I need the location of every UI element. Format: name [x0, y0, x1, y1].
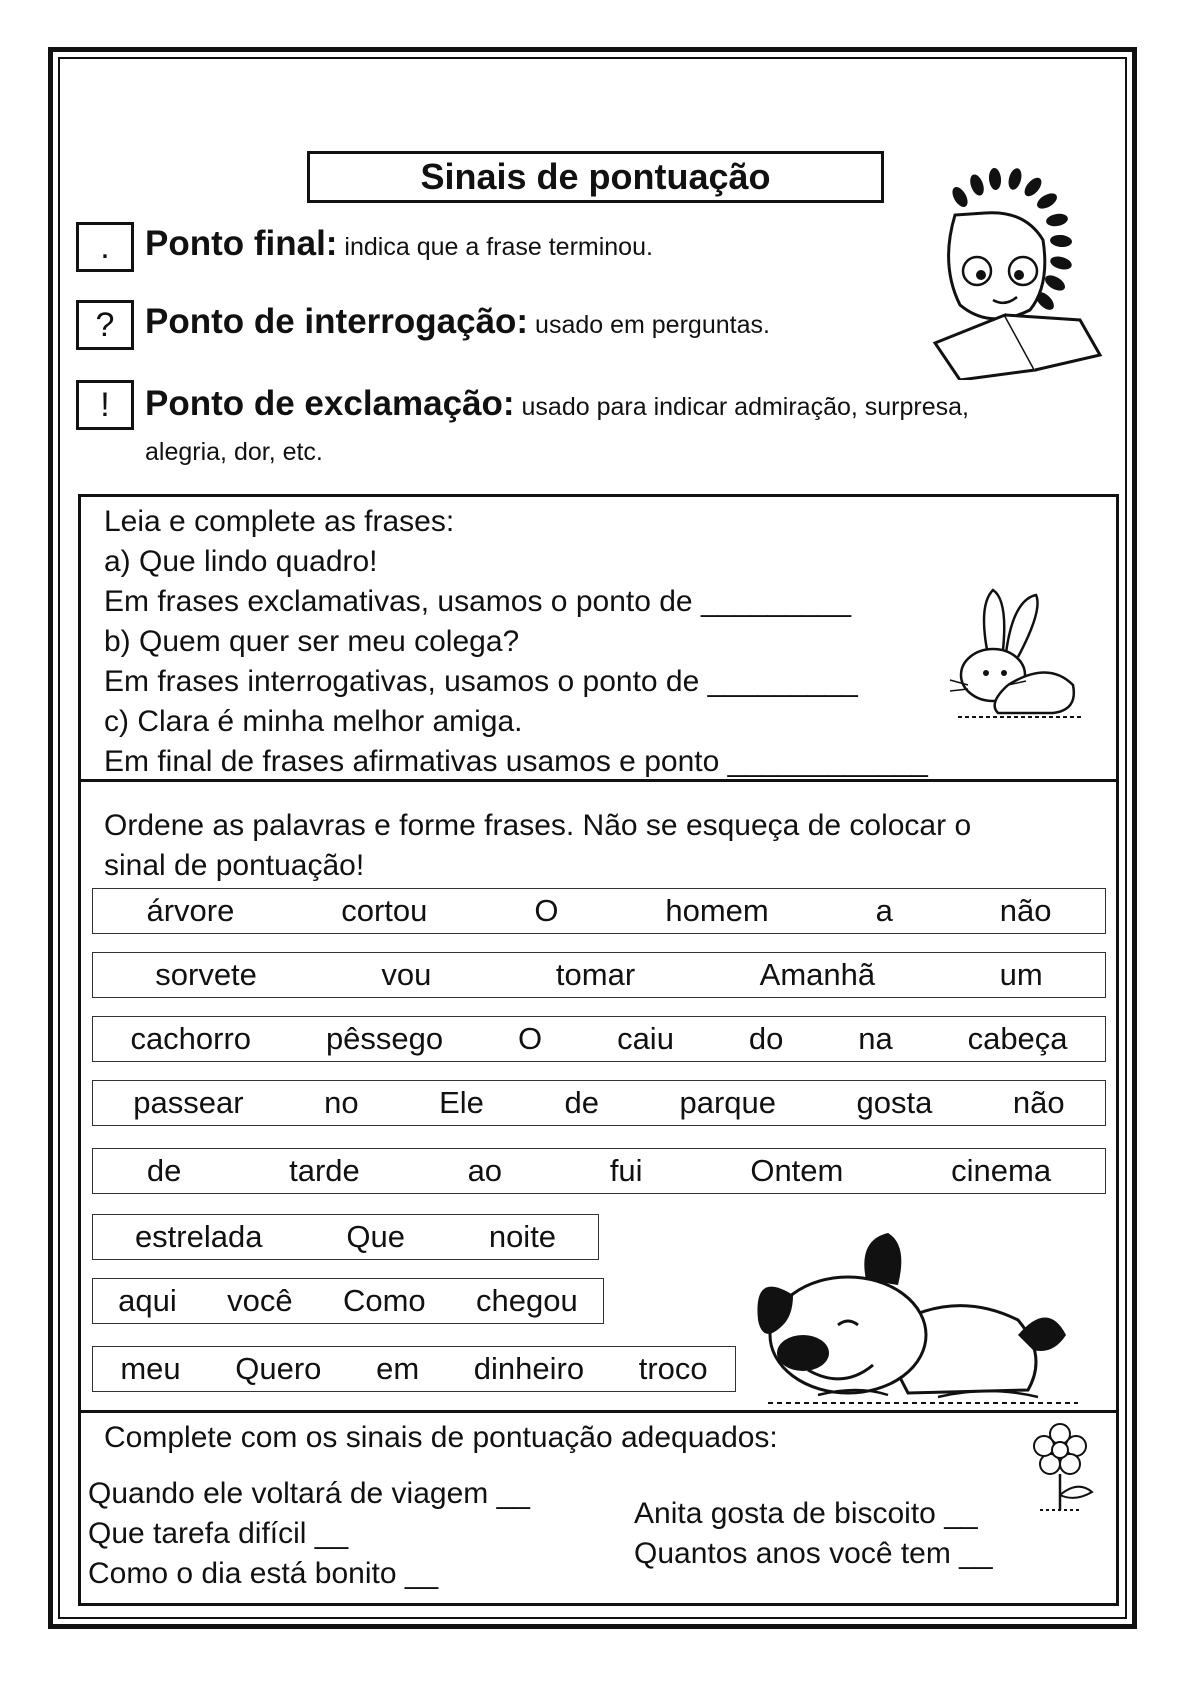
word: O: [518, 1021, 543, 1056]
word: em: [376, 1351, 420, 1386]
word: estrelada: [134, 1219, 263, 1254]
word: cortou: [341, 893, 428, 928]
word: cachorro: [130, 1021, 252, 1056]
word: caiu: [617, 1021, 674, 1056]
word-row-7: [92, 1278, 604, 1324]
word: parque: [679, 1085, 776, 1120]
word-row-2: [92, 952, 1106, 998]
word: gosta: [856, 1085, 933, 1120]
exercise2-instruction: sinal de pontuação!: [104, 849, 365, 882]
exercise1-line: Em frases interrogativas, usamos o ponto de _________: [104, 665, 858, 698]
word-row-3: [92, 1016, 1106, 1062]
exercise1-line: a) Que lindo quadro!: [104, 545, 378, 578]
period-symbol-box: .: [76, 222, 134, 272]
word: Amanhã: [759, 957, 876, 992]
question-symbol-box: ?: [76, 300, 134, 350]
page-title: Sinais de pontuação: [307, 151, 884, 203]
flower-illustration: [1020, 1420, 1100, 1515]
word-row-8: [92, 1346, 736, 1392]
girl-reading-illustration: [915, 165, 1115, 380]
word: troco: [638, 1351, 708, 1386]
word: Que: [346, 1219, 405, 1254]
word: cinema: [951, 1153, 1052, 1188]
word-row-5: [92, 1148, 1106, 1194]
definition-period: [145, 224, 653, 263]
exclamation-symbol-box: !: [76, 380, 134, 430]
word: cabeça: [967, 1021, 1068, 1056]
word: do: [748, 1021, 784, 1056]
word: homem: [665, 893, 769, 928]
exercise3-sentence: Que tarefa difícil __: [88, 1517, 349, 1550]
word: pêssego: [325, 1021, 444, 1056]
definition-question: [145, 302, 770, 341]
exercise1-line: Leia e complete as frases:: [104, 505, 455, 538]
word: árvore: [146, 893, 235, 928]
word: dinheiro: [473, 1351, 585, 1386]
word: tomar: [555, 957, 636, 992]
word: fui: [609, 1153, 643, 1188]
exercise1-line: Em final de frases afirmativas usamos e ponto ____________: [104, 745, 928, 778]
exercise3-instruction: Complete com os sinais de pontuação adequados:: [104, 1421, 778, 1454]
word: na: [858, 1021, 893, 1056]
word: meu: [120, 1351, 181, 1386]
word: passear: [133, 1085, 244, 1120]
bunny-illustration: [948, 585, 1088, 725]
word: de: [564, 1085, 599, 1120]
word-row-1: [92, 888, 1106, 934]
word-row-4: [92, 1080, 1106, 1126]
exercise3-sentence: Como o dia está bonito __: [88, 1557, 439, 1590]
definition-desc: indica que a frase terminou.: [344, 233, 653, 261]
puppy-illustration: [748, 1225, 1088, 1410]
word: tarde: [289, 1153, 360, 1188]
word: vou: [381, 957, 432, 992]
word: um: [999, 957, 1043, 992]
definition-term: Ponto de exclamação:: [145, 384, 515, 423]
word: O: [534, 893, 559, 928]
word: no: [324, 1085, 359, 1120]
exercise3-sentence: Quando ele voltará de viagem __: [88, 1477, 530, 1510]
word: ao: [467, 1153, 503, 1188]
word-row-6: [92, 1214, 599, 1260]
definition-exclamation: [145, 384, 969, 423]
word: você: [227, 1283, 293, 1318]
word: Quero: [235, 1351, 322, 1386]
word: Ele: [439, 1085, 484, 1120]
exercise3-sentence: Anita gosta de biscoito __: [634, 1497, 978, 1530]
definition-term: Ponto de interrogação:: [145, 302, 529, 341]
word: chegou: [476, 1283, 578, 1318]
exercise2-instruction: Ordene as palavras e forme frases. Não se esqueça de colocar o: [104, 809, 972, 842]
exercise3-sentence: Quantos anos você tem __: [634, 1537, 993, 1570]
definition-term: Ponto final:: [145, 224, 338, 263]
word: de: [146, 1153, 182, 1188]
definition-desc: usado em perguntas.: [535, 311, 770, 339]
word: sorvete: [155, 957, 257, 992]
word: a: [875, 893, 893, 928]
definition-desc-continued: alegria, dor, etc.: [145, 438, 323, 466]
word: noite: [488, 1219, 557, 1254]
word: não: [1012, 1085, 1065, 1120]
word: Como: [342, 1283, 426, 1318]
word: não: [999, 893, 1052, 928]
word: Ontem: [750, 1153, 844, 1188]
definition-desc: usado para indicar admiração, surpresa,: [521, 393, 969, 421]
exercise1-line: b) Quem quer ser meu colega?: [104, 625, 520, 658]
word: aqui: [118, 1283, 177, 1318]
exercise1-line: Em frases exclamativas, usamos o ponto de _________: [104, 585, 852, 618]
exercise1-line: c) Clara é minha melhor amiga.: [104, 705, 523, 738]
